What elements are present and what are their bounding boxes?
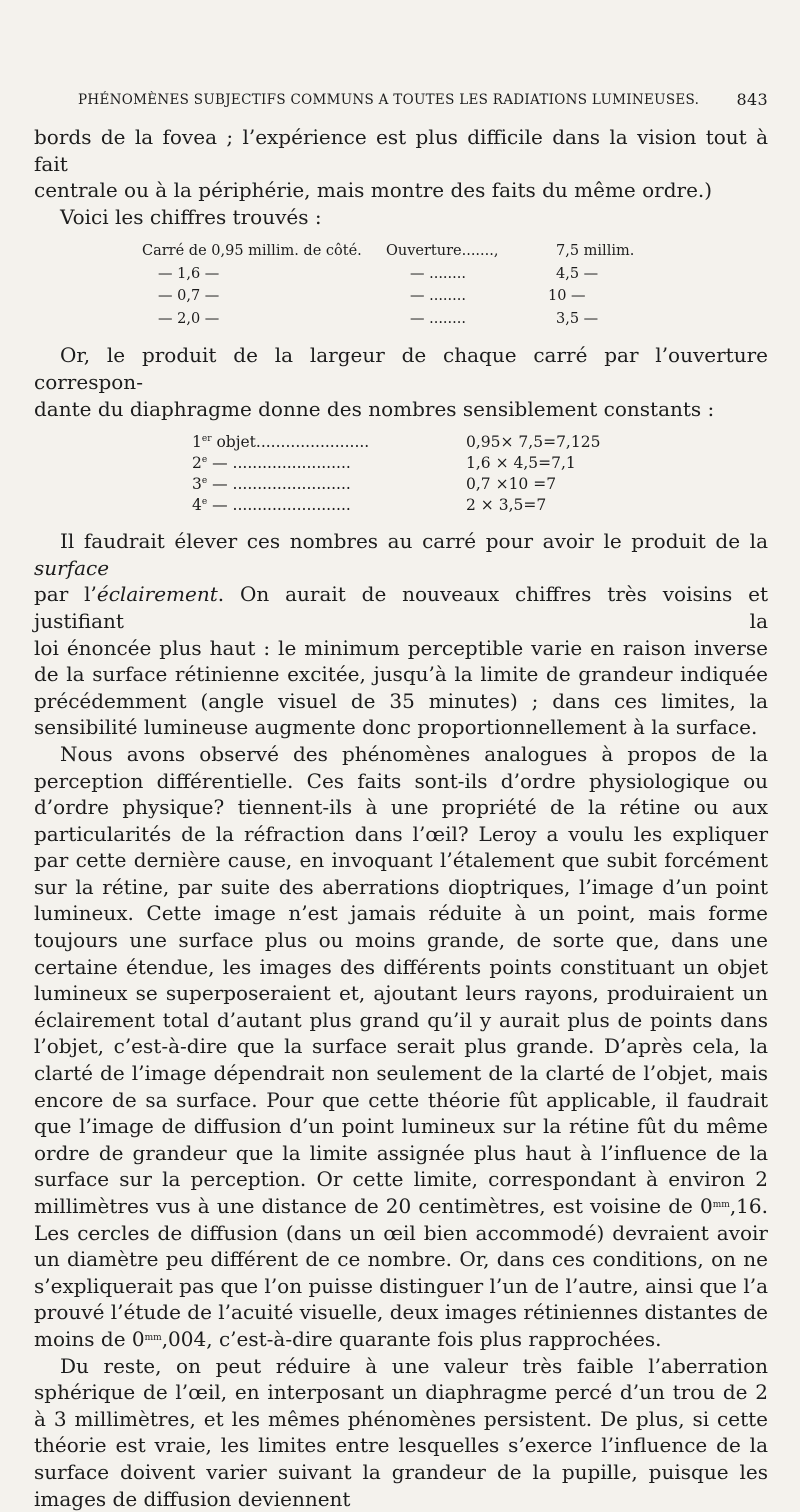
table-cell-product: 2 × 3,5=7	[466, 496, 547, 515]
table-cell-aperture: — ........	[410, 265, 466, 282]
table-cell-value: 4,5 —	[556, 265, 599, 282]
table-cell-value: 7,5 millim.	[556, 243, 635, 260]
table-row	[34, 285, 768, 308]
page-number: 843	[736, 90, 768, 109]
paragraph: loi énoncée plus haut : le minimum perceptible varie en raison inverse de la surface rétinienne excitée, jusqu’à la limite de grandeur indiquée précédemment (angle visuel de 35 minutes) ; dans ces limites, la sensibilité lumineuse augmente donc proportionnellement à la surface.	[34, 635, 768, 740]
table-cell-aperture: Ouverture.......,	[386, 243, 499, 260]
paragraph-line: centrale ou à la périphérie, mais montre des faits du même ordre.)	[34, 178, 713, 203]
table-cell-label: 3e — ........................	[192, 475, 351, 494]
table-row	[34, 495, 768, 516]
table-row	[34, 308, 768, 331]
table-cell-value: 10 —	[548, 288, 586, 305]
italic-term: éclairement	[96, 582, 218, 607]
paragraph-line: par l’éclairement. On aurait de nouveaux chiffres très voisins et justifiant la	[34, 582, 768, 633]
table-cell-label: 2e — ........................	[192, 454, 351, 473]
italic-term: surface	[34, 555, 110, 580]
table-cell-label: 1er objet.......................	[192, 433, 370, 452]
paragraph: Nous avons observé des phénomènes analogues à propos de la perception différentielle. Ces faits sont-ils d’ordre physiologique ou d’ordre physique? tiennent-ils à une propriété de la rétine ou aux particularités de la réfraction dans l’œil? Leroy a voulu les expliquer par cette dernière cause, en invoquant l’étalement que subit forcément sur la rétine, par suite des aberrations dioptriques, l’image d’un point lumineux. Cette image n’est jamais réduite à un point, mais forme toujours une surface plus ou moins grande, de sorte que, dans une certaine étendue, les images des différents points constituant un objet lumineux se superposeraient et, ajoutant leurs rayons, produiraient un éclairement total d’autant plus grand qu’il y aurait plus de points dans l’objet, c’est-à-dire que la surface serait plus grande. D’après cela, la clarté de l’image dépendrait non seulement de la clarté de l’objet, mais encore de sa surface. Pour que cette théorie fût applicable, il faudrait que l’image de diffusion d’un point lumineux sur la rétine fût du même ordre de grandeur que la limite assignée plus haut à l’influence de la surface sur la perception. Or cette limite, correspondant à environ 2 millimètres vus à une distance de 20 centimètres, est voisine de $0^{mm},16$. Les cercles de diffusion (dans un œil bien accommodé) devraient avoir un diamètre peu différent de ce nombre. Or, dans ces conditions, on ne s’expliquerait pas que l’on puisse distinguer l’un de l’autre, ainsi que l’a prouvé l’étude de l’acuité visuelle, deux images rétiniennes distantes de moins de $0^{mm},004$, c’est-à-dire quarante fois plus rapprochées.	[34, 741, 768, 1351]
table-cell-value: 3,5 —	[556, 310, 599, 327]
table-cell-product: 0,7 ×10 =7	[466, 475, 557, 494]
table-cell-square: Carré de 0,95 millim. de côté.	[142, 243, 362, 260]
table-row	[34, 240, 768, 263]
paragraph-line: Or, le produit de la largeur de chaque carré par l’ouverture correspon-	[34, 343, 768, 394]
text-body	[34, 124, 768, 1512]
table-row	[34, 474, 768, 495]
table-row	[34, 432, 768, 453]
running-title: PHÉNOMÈNES SUBJECTIFS COMMUNS A TOUTES LES RADIATIONS LUMINEUSES.	[78, 92, 700, 108]
table-cell-product: 0,95× 7,5=7,125	[466, 433, 601, 452]
table-products	[34, 432, 768, 516]
paragraph: Du reste, on peut réduire à une valeur très faible l’aberration sphérique de l’œil, en interposant un diaphragme percé d’un trou de 2 à 3 millimètres, et les mêmes phénomènes persistent. De plus, si cette théorie est vraie, les limites entre lesquelles s’exerce l’influence de la surface doivent varier suivant la grandeur de la pupille, puisque les images de diffusion deviennent	[34, 1353, 768, 1511]
paragraph-line: bords de la fovea ; l’expérience est plus difficile dans la vision tout à fait	[34, 125, 768, 176]
paragraph-line: Il faudrait élever ces nombres au carré pour avoir le produit de la surface	[34, 529, 768, 580]
table-cell-square: — 2,0 —	[158, 310, 220, 327]
table-cell-square: — 1,6 —	[158, 265, 220, 282]
table-row	[34, 453, 768, 474]
table-aperture	[34, 240, 768, 330]
table-cell-square: — 0,7 —	[158, 288, 220, 305]
paragraph-line: dante du diaphragme donne des nombres sensiblement constants :	[34, 396, 715, 421]
paragraph-line: Voici les chiffres trouvés :	[60, 204, 322, 229]
table-cell-product: 1,6 × 4,5=7,1	[466, 454, 576, 473]
table-cell-aperture: — ........	[410, 288, 466, 305]
table-cell-label: 4e — ........................	[192, 496, 351, 515]
table-row	[34, 263, 768, 286]
table-cell-aperture: — ........	[410, 310, 466, 327]
